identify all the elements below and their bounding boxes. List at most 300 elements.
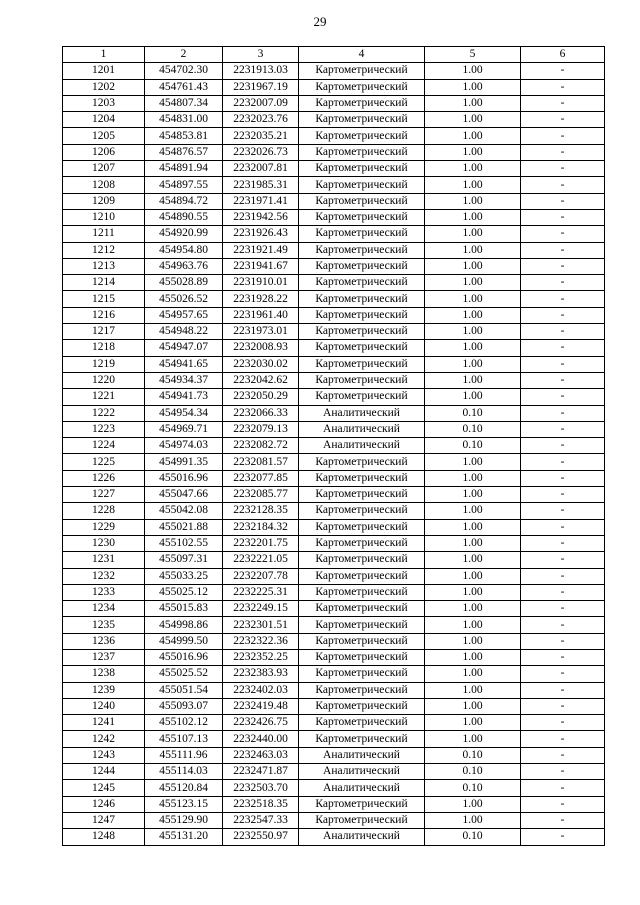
accuracy-cell: 1.00 bbox=[425, 535, 521, 551]
method-cell: Картометрический bbox=[299, 226, 425, 242]
point-number-cell: 1227 bbox=[63, 487, 145, 503]
point-number-cell: 1210 bbox=[63, 209, 145, 225]
point-number-cell: 1246 bbox=[63, 796, 145, 812]
method-cell: Картометрический bbox=[299, 161, 425, 177]
x-coordinate-cell: 455028.89 bbox=[145, 275, 223, 291]
y-coordinate-cell: 2232225.31 bbox=[223, 584, 299, 600]
description-cell: - bbox=[521, 747, 605, 763]
description-cell: - bbox=[521, 177, 605, 193]
method-cell: Картометрический bbox=[299, 112, 425, 128]
point-number-cell: 1247 bbox=[63, 812, 145, 828]
x-coordinate-cell: 454807.34 bbox=[145, 95, 223, 111]
description-cell: - bbox=[521, 829, 605, 845]
description-cell: - bbox=[521, 421, 605, 437]
method-cell: Картометрический bbox=[299, 552, 425, 568]
y-coordinate-cell: 2232184.32 bbox=[223, 519, 299, 535]
y-coordinate-cell: 2231941.67 bbox=[223, 258, 299, 274]
point-number-cell: 1245 bbox=[63, 780, 145, 796]
method-cell: Картометрический bbox=[299, 389, 425, 405]
method-cell: Картометрический bbox=[299, 307, 425, 323]
point-number-cell: 1239 bbox=[63, 682, 145, 698]
method-cell: Картометрический bbox=[299, 584, 425, 600]
y-coordinate-cell: 2231942.56 bbox=[223, 209, 299, 225]
table-row bbox=[63, 177, 605, 193]
description-cell: - bbox=[521, 95, 605, 111]
method-cell: Картометрический bbox=[299, 715, 425, 731]
x-coordinate-cell: 454941.65 bbox=[145, 356, 223, 372]
accuracy-cell: 1.00 bbox=[425, 161, 521, 177]
y-coordinate-cell: 2232249.15 bbox=[223, 601, 299, 617]
accuracy-cell: 1.00 bbox=[425, 519, 521, 535]
table-row bbox=[63, 829, 605, 845]
method-cell: Картометрический bbox=[299, 275, 425, 291]
point-number-cell: 1231 bbox=[63, 552, 145, 568]
table-row bbox=[63, 324, 605, 340]
accuracy-cell: 0.10 bbox=[425, 405, 521, 421]
accuracy-cell: 1.00 bbox=[425, 666, 521, 682]
x-coordinate-cell: 454831.00 bbox=[145, 112, 223, 128]
x-coordinate-cell: 455123.15 bbox=[145, 796, 223, 812]
y-coordinate-cell: 2232402.03 bbox=[223, 682, 299, 698]
method-cell: Аналитический bbox=[299, 747, 425, 763]
point-number-cell: 1207 bbox=[63, 161, 145, 177]
accuracy-cell: 1.00 bbox=[425, 112, 521, 128]
y-coordinate-cell: 2232301.51 bbox=[223, 617, 299, 633]
description-cell: - bbox=[521, 682, 605, 698]
table-row bbox=[63, 356, 605, 372]
x-coordinate-cell: 455047.66 bbox=[145, 487, 223, 503]
y-coordinate-cell: 2231921.49 bbox=[223, 242, 299, 258]
description-cell: - bbox=[521, 666, 605, 682]
y-coordinate-cell: 2232023.76 bbox=[223, 112, 299, 128]
accuracy-cell: 1.00 bbox=[425, 487, 521, 503]
method-cell: Картометрический bbox=[299, 454, 425, 470]
x-coordinate-cell: 454999.50 bbox=[145, 633, 223, 649]
point-number-cell: 1218 bbox=[63, 340, 145, 356]
table-row bbox=[63, 747, 605, 763]
table-row bbox=[63, 144, 605, 160]
method-cell: Картометрический bbox=[299, 144, 425, 160]
x-coordinate-cell: 454876.57 bbox=[145, 144, 223, 160]
method-cell: Аналитический bbox=[299, 421, 425, 437]
accuracy-cell: 1.00 bbox=[425, 177, 521, 193]
table-row bbox=[63, 487, 605, 503]
y-coordinate-cell: 2232066.33 bbox=[223, 405, 299, 421]
method-cell: Картометрический bbox=[299, 666, 425, 682]
x-coordinate-cell: 455015.83 bbox=[145, 601, 223, 617]
x-coordinate-cell: 454920.99 bbox=[145, 226, 223, 242]
accuracy-cell: 1.00 bbox=[425, 193, 521, 209]
x-coordinate-cell: 454998.86 bbox=[145, 617, 223, 633]
point-number-cell: 1212 bbox=[63, 242, 145, 258]
accuracy-cell: 1.00 bbox=[425, 715, 521, 731]
method-cell: Картометрический bbox=[299, 682, 425, 698]
point-number-cell: 1242 bbox=[63, 731, 145, 747]
table-header-row bbox=[63, 47, 605, 63]
y-coordinate-cell: 2232463.03 bbox=[223, 747, 299, 763]
x-coordinate-cell: 455102.12 bbox=[145, 715, 223, 731]
description-cell: - bbox=[521, 715, 605, 731]
x-coordinate-cell: 455114.03 bbox=[145, 764, 223, 780]
y-coordinate-cell: 2232201.75 bbox=[223, 535, 299, 551]
y-coordinate-cell: 2232207.78 bbox=[223, 568, 299, 584]
method-cell: Картометрический bbox=[299, 242, 425, 258]
accuracy-cell: 1.00 bbox=[425, 617, 521, 633]
point-number-cell: 1219 bbox=[63, 356, 145, 372]
x-coordinate-cell: 454897.55 bbox=[145, 177, 223, 193]
y-coordinate-cell: 2231967.19 bbox=[223, 79, 299, 95]
point-number-cell: 1209 bbox=[63, 193, 145, 209]
y-coordinate-cell: 2232383.93 bbox=[223, 666, 299, 682]
description-cell: - bbox=[521, 812, 605, 828]
point-number-cell: 1201 bbox=[63, 63, 145, 79]
description-cell: - bbox=[521, 405, 605, 421]
method-cell: Аналитический bbox=[299, 829, 425, 845]
y-coordinate-cell: 2232007.81 bbox=[223, 161, 299, 177]
accuracy-cell: 0.10 bbox=[425, 780, 521, 796]
description-cell: - bbox=[521, 324, 605, 340]
method-cell: Картометрический bbox=[299, 209, 425, 225]
table-row bbox=[63, 275, 605, 291]
description-cell: - bbox=[521, 63, 605, 79]
description-cell: - bbox=[521, 764, 605, 780]
method-cell: Аналитический bbox=[299, 780, 425, 796]
x-coordinate-cell: 455111.96 bbox=[145, 747, 223, 763]
x-coordinate-cell: 454941.73 bbox=[145, 389, 223, 405]
y-coordinate-cell: 2232081.57 bbox=[223, 454, 299, 470]
accuracy-cell: 1.00 bbox=[425, 275, 521, 291]
x-coordinate-cell: 454894.72 bbox=[145, 193, 223, 209]
table-row bbox=[63, 666, 605, 682]
method-cell: Картометрический bbox=[299, 796, 425, 812]
point-number-cell: 1236 bbox=[63, 633, 145, 649]
y-coordinate-cell: 2231985.31 bbox=[223, 177, 299, 193]
point-number-cell: 1203 bbox=[63, 95, 145, 111]
accuracy-cell: 1.00 bbox=[425, 649, 521, 665]
x-coordinate-cell: 454702.30 bbox=[145, 63, 223, 79]
coordinates-table bbox=[62, 46, 605, 846]
description-cell: - bbox=[521, 552, 605, 568]
x-coordinate-cell: 455051.54 bbox=[145, 682, 223, 698]
method-cell: Картометрический bbox=[299, 128, 425, 144]
y-coordinate-cell: 2231913.03 bbox=[223, 63, 299, 79]
y-coordinate-cell: 2232035.21 bbox=[223, 128, 299, 144]
table-row bbox=[63, 421, 605, 437]
x-coordinate-cell: 454957.65 bbox=[145, 307, 223, 323]
accuracy-cell: 1.00 bbox=[425, 340, 521, 356]
accuracy-cell: 1.00 bbox=[425, 307, 521, 323]
method-cell: Картометрический bbox=[299, 177, 425, 193]
table-row bbox=[63, 649, 605, 665]
table-row bbox=[63, 258, 605, 274]
y-coordinate-cell: 2231971.41 bbox=[223, 193, 299, 209]
point-number-cell: 1205 bbox=[63, 128, 145, 144]
description-cell: - bbox=[521, 128, 605, 144]
y-coordinate-cell: 2232471.87 bbox=[223, 764, 299, 780]
description-cell: - bbox=[521, 649, 605, 665]
method-cell: Картометрический bbox=[299, 340, 425, 356]
column-header: 3 bbox=[223, 47, 299, 63]
description-cell: - bbox=[521, 633, 605, 649]
description-cell: - bbox=[521, 144, 605, 160]
description-cell: - bbox=[521, 519, 605, 535]
point-number-cell: 1214 bbox=[63, 275, 145, 291]
accuracy-cell: 1.00 bbox=[425, 731, 521, 747]
table-row bbox=[63, 389, 605, 405]
description-cell: - bbox=[521, 356, 605, 372]
accuracy-cell: 1.00 bbox=[425, 356, 521, 372]
accuracy-cell: 1.00 bbox=[425, 79, 521, 95]
method-cell: Картометрический bbox=[299, 356, 425, 372]
method-cell: Картометрический bbox=[299, 812, 425, 828]
accuracy-cell: 1.00 bbox=[425, 470, 521, 486]
point-number-cell: 1232 bbox=[63, 568, 145, 584]
table-row bbox=[63, 128, 605, 144]
method-cell: Картометрический bbox=[299, 470, 425, 486]
point-number-cell: 1217 bbox=[63, 324, 145, 340]
method-cell: Картометрический bbox=[299, 649, 425, 665]
x-coordinate-cell: 455120.84 bbox=[145, 780, 223, 796]
accuracy-cell: 1.00 bbox=[425, 454, 521, 470]
table-row bbox=[63, 601, 605, 617]
column-header: 5 bbox=[425, 47, 521, 63]
x-coordinate-cell: 455025.52 bbox=[145, 666, 223, 682]
point-number-cell: 1234 bbox=[63, 601, 145, 617]
point-number-cell: 1216 bbox=[63, 307, 145, 323]
accuracy-cell: 1.00 bbox=[425, 698, 521, 714]
description-cell: - bbox=[521, 601, 605, 617]
method-cell: Картометрический bbox=[299, 193, 425, 209]
description-cell: - bbox=[521, 731, 605, 747]
x-coordinate-cell: 454991.35 bbox=[145, 454, 223, 470]
x-coordinate-cell: 454761.43 bbox=[145, 79, 223, 95]
table-row bbox=[63, 552, 605, 568]
point-number-cell: 1238 bbox=[63, 666, 145, 682]
method-cell: Картометрический bbox=[299, 519, 425, 535]
x-coordinate-cell: 454891.94 bbox=[145, 161, 223, 177]
table-row bbox=[63, 161, 605, 177]
description-cell: - bbox=[521, 275, 605, 291]
description-cell: - bbox=[521, 568, 605, 584]
method-cell: Картометрический bbox=[299, 487, 425, 503]
point-number-cell: 1208 bbox=[63, 177, 145, 193]
point-number-cell: 1240 bbox=[63, 698, 145, 714]
method-cell: Картометрический bbox=[299, 731, 425, 747]
column-header: 1 bbox=[63, 47, 145, 63]
point-number-cell: 1222 bbox=[63, 405, 145, 421]
table-row bbox=[63, 112, 605, 128]
x-coordinate-cell: 454954.80 bbox=[145, 242, 223, 258]
x-coordinate-cell: 455021.88 bbox=[145, 519, 223, 535]
description-cell: - bbox=[521, 161, 605, 177]
description-cell: - bbox=[521, 470, 605, 486]
accuracy-cell: 0.10 bbox=[425, 829, 521, 845]
description-cell: - bbox=[521, 780, 605, 796]
description-cell: - bbox=[521, 193, 605, 209]
point-number-cell: 1213 bbox=[63, 258, 145, 274]
point-number-cell: 1229 bbox=[63, 519, 145, 535]
table-row bbox=[63, 340, 605, 356]
description-cell: - bbox=[521, 617, 605, 633]
description-cell: - bbox=[521, 307, 605, 323]
table-row bbox=[63, 731, 605, 747]
description-cell: - bbox=[521, 372, 605, 388]
y-coordinate-cell: 2232082.72 bbox=[223, 438, 299, 454]
accuracy-cell: 1.00 bbox=[425, 568, 521, 584]
accuracy-cell: 1.00 bbox=[425, 372, 521, 388]
method-cell: Картометрический bbox=[299, 633, 425, 649]
table-row bbox=[63, 568, 605, 584]
x-coordinate-cell: 455016.96 bbox=[145, 649, 223, 665]
point-number-cell: 1230 bbox=[63, 535, 145, 551]
description-cell: - bbox=[521, 79, 605, 95]
y-coordinate-cell: 2231928.22 bbox=[223, 291, 299, 307]
accuracy-cell: 0.10 bbox=[425, 764, 521, 780]
table-row bbox=[63, 307, 605, 323]
table-row bbox=[63, 405, 605, 421]
x-coordinate-cell: 454954.34 bbox=[145, 405, 223, 421]
point-number-cell: 1226 bbox=[63, 470, 145, 486]
x-coordinate-cell: 455026.52 bbox=[145, 291, 223, 307]
method-cell: Картометрический bbox=[299, 258, 425, 274]
accuracy-cell: 1.00 bbox=[425, 95, 521, 111]
table-row bbox=[63, 796, 605, 812]
table-row bbox=[63, 503, 605, 519]
point-number-cell: 1211 bbox=[63, 226, 145, 242]
method-cell: Картометрический bbox=[299, 324, 425, 340]
point-number-cell: 1215 bbox=[63, 291, 145, 307]
x-coordinate-cell: 454890.55 bbox=[145, 209, 223, 225]
y-coordinate-cell: 2232221.05 bbox=[223, 552, 299, 568]
table-row bbox=[63, 764, 605, 780]
method-cell: Аналитический bbox=[299, 405, 425, 421]
accuracy-cell: 1.00 bbox=[425, 601, 521, 617]
accuracy-cell: 1.00 bbox=[425, 144, 521, 160]
y-coordinate-cell: 2232085.77 bbox=[223, 487, 299, 503]
y-coordinate-cell: 2232026.73 bbox=[223, 144, 299, 160]
table-row bbox=[63, 682, 605, 698]
x-coordinate-cell: 455107.13 bbox=[145, 731, 223, 747]
table-row bbox=[63, 535, 605, 551]
y-coordinate-cell: 2231961.40 bbox=[223, 307, 299, 323]
table-row bbox=[63, 95, 605, 111]
x-coordinate-cell: 455097.31 bbox=[145, 552, 223, 568]
x-coordinate-cell: 454974.03 bbox=[145, 438, 223, 454]
description-cell: - bbox=[521, 226, 605, 242]
table-row bbox=[63, 372, 605, 388]
y-coordinate-cell: 2232079.13 bbox=[223, 421, 299, 437]
x-coordinate-cell: 455016.96 bbox=[145, 470, 223, 486]
accuracy-cell: 1.00 bbox=[425, 209, 521, 225]
point-number-cell: 1243 bbox=[63, 747, 145, 763]
description-cell: - bbox=[521, 487, 605, 503]
description-cell: - bbox=[521, 454, 605, 470]
description-cell: - bbox=[521, 389, 605, 405]
table-row bbox=[63, 470, 605, 486]
point-number-cell: 1224 bbox=[63, 438, 145, 454]
point-number-cell: 1223 bbox=[63, 421, 145, 437]
point-number-cell: 1206 bbox=[63, 144, 145, 160]
table-row bbox=[63, 715, 605, 731]
accuracy-cell: 0.10 bbox=[425, 747, 521, 763]
point-number-cell: 1202 bbox=[63, 79, 145, 95]
x-coordinate-cell: 454934.37 bbox=[145, 372, 223, 388]
description-cell: - bbox=[521, 698, 605, 714]
y-coordinate-cell: 2232050.29 bbox=[223, 389, 299, 405]
accuracy-cell: 1.00 bbox=[425, 389, 521, 405]
accuracy-cell: 1.00 bbox=[425, 584, 521, 600]
x-coordinate-cell: 454948.22 bbox=[145, 324, 223, 340]
x-coordinate-cell: 454969.71 bbox=[145, 421, 223, 437]
description-cell: - bbox=[521, 112, 605, 128]
method-cell: Аналитический bbox=[299, 764, 425, 780]
table-row bbox=[63, 519, 605, 535]
y-coordinate-cell: 2232077.85 bbox=[223, 470, 299, 486]
method-cell: Картометрический bbox=[299, 63, 425, 79]
table-row bbox=[63, 63, 605, 79]
y-coordinate-cell: 2232547.33 bbox=[223, 812, 299, 828]
table-row bbox=[63, 226, 605, 242]
description-cell: - bbox=[521, 291, 605, 307]
point-number-cell: 1248 bbox=[63, 829, 145, 845]
accuracy-cell: 1.00 bbox=[425, 226, 521, 242]
method-cell: Картометрический bbox=[299, 535, 425, 551]
description-cell: - bbox=[521, 438, 605, 454]
method-cell: Картометрический bbox=[299, 601, 425, 617]
table-row bbox=[63, 617, 605, 633]
y-coordinate-cell: 2231973.01 bbox=[223, 324, 299, 340]
y-coordinate-cell: 2232007.09 bbox=[223, 95, 299, 111]
column-header: 6 bbox=[521, 47, 605, 63]
method-cell: Картометрический bbox=[299, 291, 425, 307]
x-coordinate-cell: 455129.90 bbox=[145, 812, 223, 828]
description-cell: - bbox=[521, 796, 605, 812]
table-row bbox=[63, 454, 605, 470]
point-number-cell: 1225 bbox=[63, 454, 145, 470]
description-cell: - bbox=[521, 258, 605, 274]
x-coordinate-cell: 454963.76 bbox=[145, 258, 223, 274]
method-cell: Картометрический bbox=[299, 617, 425, 633]
accuracy-cell: 1.00 bbox=[425, 324, 521, 340]
table-row bbox=[63, 209, 605, 225]
method-cell: Картометрический bbox=[299, 503, 425, 519]
table-row bbox=[63, 633, 605, 649]
table-row bbox=[63, 242, 605, 258]
table-row bbox=[63, 584, 605, 600]
y-coordinate-cell: 2232426.75 bbox=[223, 715, 299, 731]
y-coordinate-cell: 2232550.97 bbox=[223, 829, 299, 845]
y-coordinate-cell: 2232030.02 bbox=[223, 356, 299, 372]
table-row bbox=[63, 698, 605, 714]
accuracy-cell: 0.10 bbox=[425, 438, 521, 454]
y-coordinate-cell: 2232008.93 bbox=[223, 340, 299, 356]
accuracy-cell: 1.00 bbox=[425, 291, 521, 307]
y-coordinate-cell: 2232518.35 bbox=[223, 796, 299, 812]
y-coordinate-cell: 2232440.00 bbox=[223, 731, 299, 747]
accuracy-cell: 1.00 bbox=[425, 258, 521, 274]
point-number-cell: 1235 bbox=[63, 617, 145, 633]
accuracy-cell: 0.10 bbox=[425, 421, 521, 437]
y-coordinate-cell: 2232128.35 bbox=[223, 503, 299, 519]
accuracy-cell: 1.00 bbox=[425, 552, 521, 568]
page-number: 29 bbox=[313, 14, 327, 29]
accuracy-cell: 1.00 bbox=[425, 128, 521, 144]
point-number-cell: 1237 bbox=[63, 649, 145, 665]
table-row bbox=[63, 291, 605, 307]
accuracy-cell: 1.00 bbox=[425, 242, 521, 258]
table-row bbox=[63, 193, 605, 209]
accuracy-cell: 1.00 bbox=[425, 812, 521, 828]
